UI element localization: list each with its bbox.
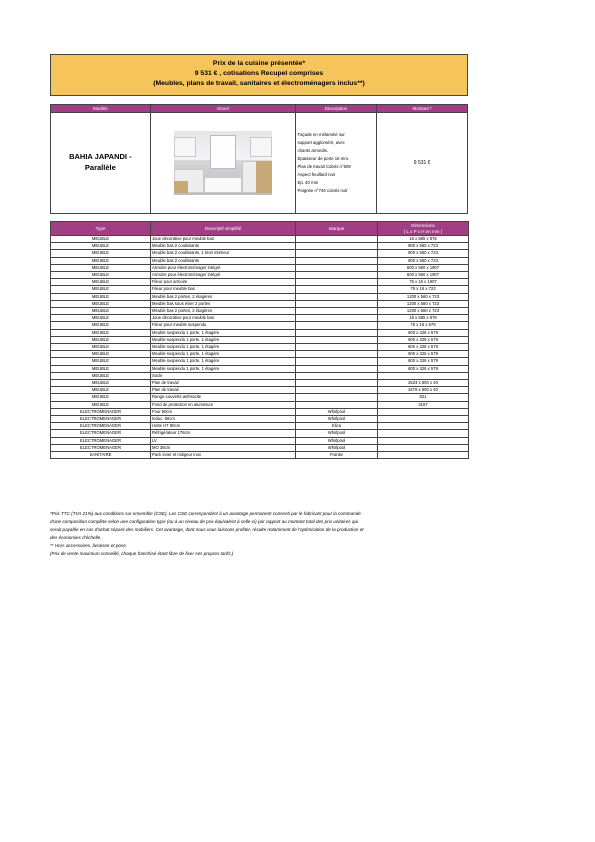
desc-line: Epaisseur de porte 16 mm. bbox=[297, 156, 350, 162]
row-type: ELECTROMENAGER bbox=[51, 416, 151, 423]
row-dimensions: 75 x 16 x 1907 bbox=[378, 279, 469, 286]
price-header bbox=[50, 54, 468, 96]
col-amount: Montant * bbox=[377, 105, 468, 113]
row-dimensions bbox=[378, 408, 469, 415]
row-description: Meuble suspendu 1 porte, 1 étagère bbox=[151, 365, 296, 372]
row-dimensions bbox=[378, 416, 469, 423]
row-type: ELECTROMENAGER bbox=[51, 437, 151, 444]
col-dimensions-title: Dimensions bbox=[411, 222, 435, 228]
col-dimensions-unit: ( L x P x H en mm ) bbox=[403, 228, 443, 234]
row-brand bbox=[296, 380, 378, 387]
table-row bbox=[51, 408, 469, 415]
row-description: Réfrigérateur 178cm bbox=[151, 430, 296, 437]
row-brand bbox=[296, 279, 378, 286]
row-brand bbox=[296, 293, 378, 300]
desc-line: Ep. 40 mm bbox=[297, 179, 319, 185]
col-description: Description bbox=[295, 105, 377, 113]
row-dimensions: 3167 bbox=[378, 401, 469, 408]
table-row bbox=[51, 365, 469, 372]
row-brand bbox=[296, 257, 378, 264]
row-brand bbox=[296, 344, 378, 351]
table-row bbox=[51, 387, 469, 394]
row-description: Meuble suspendu 1 porte, 1 étagère bbox=[151, 336, 296, 343]
items-table bbox=[50, 221, 469, 459]
row-description: Meuble suspendu 1 porte, 1 étagère bbox=[151, 351, 296, 358]
row-brand bbox=[296, 329, 378, 336]
row-description: Joue décorative pour meuble bas bbox=[151, 236, 296, 243]
row-description: Meuble bas 2 portes, 2 étagères bbox=[151, 293, 296, 300]
table-row bbox=[51, 423, 469, 430]
table-row bbox=[51, 279, 469, 286]
row-brand bbox=[296, 300, 378, 307]
row-type: MEUBLE bbox=[51, 272, 151, 279]
col-dimensions bbox=[378, 222, 469, 236]
footnote-line: des économies d'échelle. bbox=[50, 535, 102, 541]
row-dimensions: 2524 x 600 x 40 bbox=[378, 380, 469, 387]
row-dimensions: 600 x 326 x 579 bbox=[378, 329, 469, 336]
row-dimensions: 800 x 560 x 723 bbox=[378, 257, 469, 264]
desc-line: Façade en mélaminé sur bbox=[297, 132, 345, 138]
row-type: MEUBLE bbox=[51, 300, 151, 307]
row-description: Pack évier et mitigeur inox bbox=[151, 452, 296, 459]
row-type: MEUBLE bbox=[51, 394, 151, 401]
row-type: MEUBLE bbox=[51, 243, 151, 250]
model-amount: 9 531 € bbox=[377, 113, 468, 214]
col-visual: Visuel bbox=[150, 105, 295, 113]
model-name-line2: Parallèle bbox=[84, 163, 116, 172]
row-dimensions bbox=[378, 430, 469, 437]
row-type: MEUBLE bbox=[51, 372, 151, 379]
desc-line: Plan de travail Cobris n°609 bbox=[297, 164, 351, 169]
table-row bbox=[51, 351, 469, 358]
row-description: Fileur pour meuble suspendu bbox=[151, 322, 296, 329]
row-brand bbox=[296, 401, 378, 408]
row-dimensions: 3478 x 600 x 40 bbox=[378, 387, 469, 394]
row-dimensions: 600 x 560 x 1907 bbox=[378, 264, 469, 271]
row-dimensions bbox=[378, 372, 469, 379]
row-brand bbox=[296, 372, 378, 379]
table-row bbox=[51, 286, 469, 293]
table-row bbox=[51, 264, 469, 271]
table-row bbox=[51, 452, 469, 459]
row-description: Hotte HT 90cm bbox=[151, 423, 296, 430]
col-type: Type bbox=[51, 222, 151, 236]
row-description: Meuble suspendu 1 porte, 1 étagère bbox=[151, 344, 296, 351]
model-name-line1: BAHIA JAPANDI - bbox=[69, 152, 132, 162]
row-brand bbox=[296, 365, 378, 372]
row-brand: Whirlpool bbox=[296, 430, 378, 437]
row-description: LV bbox=[151, 437, 296, 444]
footnote-line: serait payable en cas d'achat séparé des mobiliers. Cet avantage, dont nous vous laissons profiter, résulte notamment de l'optimisation de la production et bbox=[50, 527, 364, 533]
table-row bbox=[51, 272, 469, 279]
model-name bbox=[51, 113, 151, 214]
table-row bbox=[51, 300, 469, 307]
summary-row bbox=[51, 113, 468, 214]
row-dimensions: 821 bbox=[378, 394, 469, 401]
items-header-row bbox=[51, 222, 469, 236]
row-description: Meuble bas 2 coulissants bbox=[151, 243, 296, 250]
col-brand: Marque bbox=[296, 222, 378, 236]
row-type: MEUBLE bbox=[51, 365, 151, 372]
row-brand: Whirlpool bbox=[296, 444, 378, 451]
row-brand: Whirlpool bbox=[296, 437, 378, 444]
row-description: Fond de protection en aluminium bbox=[151, 401, 296, 408]
row-brand bbox=[296, 236, 378, 243]
table-row bbox=[51, 257, 469, 264]
row-description: MO 38cm bbox=[151, 444, 296, 451]
row-description: Meuble bas sous évier 2 portes bbox=[151, 300, 296, 307]
row-dimensions: 16 x 585 x 878 bbox=[378, 315, 469, 322]
table-row bbox=[51, 243, 469, 250]
row-description: Four 60cm bbox=[151, 408, 296, 415]
row-brand bbox=[296, 243, 378, 250]
row-brand bbox=[296, 315, 378, 322]
row-description: Fileur pour meuble bas bbox=[151, 286, 296, 293]
row-description: Meuble bas 2 coulissants bbox=[151, 257, 296, 264]
row-type: MEUBLE bbox=[51, 264, 151, 271]
row-brand: Whirlpool bbox=[296, 408, 378, 415]
table-row bbox=[51, 329, 469, 336]
row-type: MEUBLE bbox=[51, 351, 151, 358]
table-row bbox=[51, 308, 469, 315]
row-type: MEUBLE bbox=[51, 329, 151, 336]
row-dimensions: 600 x 326 x 579 bbox=[378, 358, 469, 365]
row-brand bbox=[296, 272, 378, 279]
row-dimensions: 600 x 326 x 579 bbox=[378, 351, 469, 358]
table-row bbox=[51, 416, 469, 423]
price-title: Prix de la cuisine présentée* bbox=[212, 60, 306, 67]
table-row bbox=[51, 293, 469, 300]
row-brand bbox=[296, 264, 378, 271]
table-row bbox=[51, 358, 469, 365]
footnote-line: (Prix de vente maximum conseillé, chaque franchisé étant libre de fixer ses propres tarifs.) bbox=[50, 551, 234, 557]
row-dimensions: 1200 x 560 x 723 bbox=[378, 308, 469, 315]
row-type: MEUBLE bbox=[51, 293, 151, 300]
table-row bbox=[51, 444, 469, 451]
row-brand: Franke bbox=[296, 452, 378, 459]
table-row bbox=[51, 250, 469, 257]
row-type: MEUBLE bbox=[51, 358, 151, 365]
row-type: MEUBLE bbox=[51, 380, 151, 387]
table-row bbox=[51, 315, 469, 322]
row-dimensions: 16 x 585 x 878 bbox=[378, 236, 469, 243]
row-dimensions: 600 x 326 x 579 bbox=[378, 336, 469, 343]
row-brand: Whirlpool bbox=[296, 416, 378, 423]
row-brand bbox=[296, 387, 378, 394]
row-type: ELECTROMENAGER bbox=[51, 423, 151, 430]
row-description: Meuble suspendu 1 porte, 1 étagère bbox=[151, 358, 296, 365]
row-type: MEUBLE bbox=[51, 308, 151, 315]
row-description: Meuble bas 2 portes, 2 étagères bbox=[151, 308, 296, 315]
row-type: MEUBLE bbox=[51, 401, 151, 408]
row-description: Plan de travail bbox=[151, 380, 296, 387]
row-type: ELECTROMENAGER bbox=[51, 408, 151, 415]
row-description: Joue décorative pour meuble bas bbox=[151, 315, 296, 322]
table-row bbox=[51, 437, 469, 444]
table-row bbox=[51, 394, 469, 401]
footnote-line: *Prix TTC (TVA 21%) aux conditions sur ensemble (CSE). Les CSE correspondent à un avantage permanent consenti par le fabricant pour la commande bbox=[50, 511, 361, 516]
row-type: MEUBLE bbox=[51, 250, 151, 257]
row-dimensions: 600 x 326 x 579 bbox=[378, 365, 469, 372]
row-description: Armoire pour électroménager intégré bbox=[151, 264, 296, 271]
row-dimensions: 1200 x 560 x 723 bbox=[378, 293, 469, 300]
row-dimensions bbox=[378, 437, 469, 444]
price-inclusions: (Meubles, plans de travail, sanitaires et électroménagers inclus**) bbox=[153, 79, 365, 87]
row-description: Meuble bas 2 coulissants, 1 tiroir intérieur bbox=[151, 250, 296, 257]
desc-line: Poignée n°746 coloris noir bbox=[297, 187, 348, 193]
table-row bbox=[51, 430, 469, 437]
row-dimensions bbox=[378, 444, 469, 451]
row-description: Armoire pour électroménager intégré bbox=[151, 272, 296, 279]
row-dimensions bbox=[378, 452, 469, 459]
table-row bbox=[51, 236, 469, 243]
row-type: MEUBLE bbox=[51, 286, 151, 293]
row-description: Fileur pour armoire bbox=[151, 279, 296, 286]
footnote-line: d'une composition complète selon une configuration type (ou à un niveau de prix équivalent à celle-ci) par rapport au montant total des prix unitaires qui bbox=[50, 519, 359, 525]
row-brand bbox=[296, 336, 378, 343]
model-description bbox=[295, 113, 377, 214]
row-dimensions: 600 x 326 x 579 bbox=[378, 344, 469, 351]
row-brand bbox=[296, 286, 378, 293]
row-type: MEUBLE bbox=[51, 336, 151, 343]
table-row bbox=[51, 344, 469, 351]
footnote-line: ** Hors accessoires, livraison et pose. bbox=[50, 543, 128, 549]
row-dimensions: 900 x 560 x 723 bbox=[378, 250, 469, 257]
row-type: MEUBLE bbox=[51, 344, 151, 351]
row-type: MEUBLE bbox=[51, 387, 151, 394]
row-type: MEUBLE bbox=[51, 257, 151, 264]
row-dimensions: 800 x 560 x 723 bbox=[378, 243, 469, 250]
table-row bbox=[51, 322, 469, 329]
col-model: Modèle bbox=[51, 105, 151, 113]
price-amount-line: 9 531 € , cotisations Recupel comprises bbox=[194, 69, 324, 77]
row-type: ELECTROMENAGER bbox=[51, 444, 151, 451]
row-description: Meuble suspendu 1 porte, 1 étagère bbox=[151, 329, 296, 336]
row-brand bbox=[296, 351, 378, 358]
row-dimensions: 600 x 560 x 1907 bbox=[378, 272, 469, 279]
row-type: MEUBLE bbox=[51, 279, 151, 286]
row-type: ELECTROMENAGER bbox=[51, 430, 151, 437]
row-description: Socle bbox=[151, 372, 296, 379]
desc-line: Aspect feuillard noir bbox=[297, 171, 336, 177]
visual-cell bbox=[150, 113, 295, 214]
desc-line: support aggloméré, avec bbox=[297, 140, 345, 146]
row-description: Induc. 60cm bbox=[151, 416, 296, 423]
row-description: Plan de travail bbox=[151, 387, 296, 394]
row-type: MEUBLE bbox=[51, 315, 151, 322]
footnotes bbox=[50, 510, 468, 558]
desc-line: chants arrondis. bbox=[297, 148, 329, 154]
row-brand bbox=[296, 394, 378, 401]
row-dimensions: 75 x 16 x 579 bbox=[378, 322, 469, 329]
summary-header-row bbox=[51, 105, 468, 113]
col-desc: Descriptif simplifié bbox=[151, 222, 296, 236]
row-dimensions: 75 x 16 x 723 bbox=[378, 286, 469, 293]
row-brand bbox=[296, 322, 378, 329]
row-dimensions bbox=[378, 423, 469, 430]
row-brand bbox=[296, 308, 378, 315]
table-row bbox=[51, 380, 469, 387]
row-type: SANITAIRE bbox=[51, 452, 151, 459]
row-dimensions: 1200 x 560 x 723 bbox=[378, 300, 469, 307]
row-description: Range-couverts anthracite bbox=[151, 394, 296, 401]
table-row bbox=[51, 372, 469, 379]
row-brand: Elica bbox=[296, 423, 378, 430]
row-type: MEUBLE bbox=[51, 236, 151, 243]
row-brand bbox=[296, 358, 378, 365]
table-row bbox=[51, 401, 469, 408]
kitchen-render-image bbox=[174, 131, 272, 195]
table-row bbox=[51, 336, 469, 343]
row-brand bbox=[296, 250, 378, 257]
summary-table bbox=[50, 104, 468, 214]
items-body bbox=[51, 236, 469, 459]
row-type: MEUBLE bbox=[51, 322, 151, 329]
